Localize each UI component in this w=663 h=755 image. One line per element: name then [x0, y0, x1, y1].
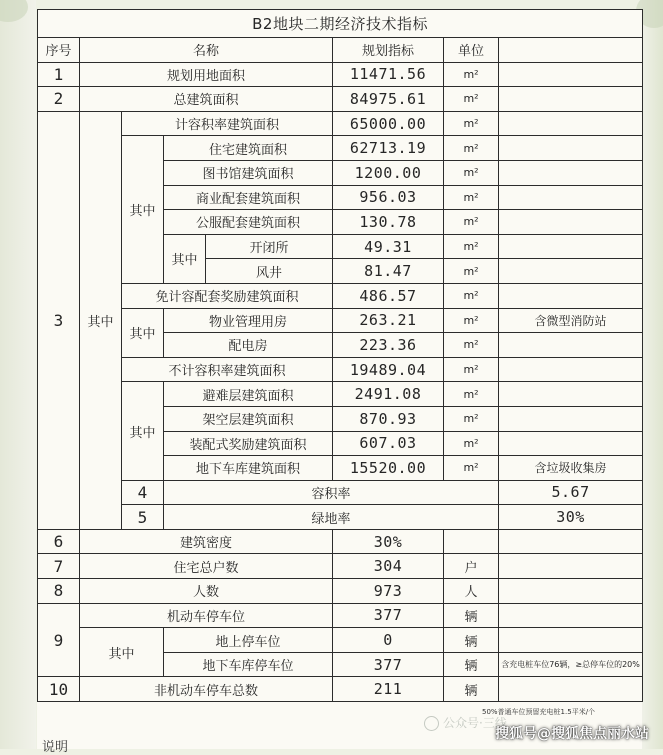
row-note	[499, 210, 643, 235]
row-note	[499, 283, 643, 308]
row-seq: 9	[38, 603, 80, 677]
explanation-heading: 说明	[42, 740, 69, 755]
row-name: 机动车停车位	[80, 603, 333, 628]
parking-footnote: 50%普通车位预留充电桩1.5平米/个	[482, 708, 596, 716]
row-qizhong: 其中	[122, 382, 164, 480]
table-row	[38, 382, 643, 407]
row-value: 223.36	[333, 333, 444, 358]
faint-watermark-text: 公众号·三线	[443, 716, 507, 730]
row-name: 开闭所	[206, 234, 333, 259]
row-seq: 3	[38, 111, 80, 529]
row-name: 计容积率建筑面积	[122, 111, 333, 136]
row-note	[499, 406, 643, 431]
table-row	[38, 111, 643, 136]
row-value: 304	[333, 554, 444, 579]
row-note	[499, 554, 643, 579]
row-name: 架空层建筑面积	[164, 406, 333, 431]
row-value: 81.47	[333, 259, 444, 284]
row-note	[499, 234, 643, 259]
table-row	[38, 62, 643, 87]
table-row	[38, 505, 643, 530]
row-note	[499, 382, 643, 407]
row-value: 19489.04	[333, 357, 444, 382]
row-value: 49.31	[333, 234, 444, 259]
row-value: 377	[333, 652, 444, 677]
row-value: 62713.19	[333, 136, 444, 161]
row-note	[499, 431, 643, 456]
row-note	[499, 628, 643, 653]
row-value: 956.03	[333, 185, 444, 210]
table-row	[38, 480, 643, 505]
row-name: 建筑密度	[80, 529, 333, 554]
row-value: 84975.61	[333, 87, 444, 112]
row-unit: m²	[444, 406, 499, 431]
row-unit: 辆	[444, 652, 499, 677]
table-row	[38, 677, 643, 702]
row-value: 1200.00	[333, 160, 444, 185]
row-unit: m²	[444, 160, 499, 185]
row-seq: 8	[38, 579, 80, 604]
row-value: 30%	[333, 529, 444, 554]
row-value: 973	[333, 579, 444, 604]
row-note: 含垃圾收集房	[499, 456, 643, 481]
row-name: 图书馆建筑面积	[164, 160, 333, 185]
row-value: 11471.56	[333, 62, 444, 87]
row-unit: 户	[444, 554, 499, 579]
row-note	[499, 259, 643, 284]
row-note	[499, 111, 643, 136]
row-note	[499, 603, 643, 628]
table-row	[38, 357, 643, 382]
row-name: 非机动车停车总数	[80, 677, 333, 702]
header-unit: 单位	[444, 38, 499, 63]
row-qizhong: 其中	[122, 136, 164, 284]
row-unit: m²	[444, 87, 499, 112]
row-name: 避难层建筑面积	[164, 382, 333, 407]
sohu-watermark: 搜狐号@搜狐焦点丽水站	[495, 726, 649, 742]
row-unit: m²	[444, 283, 499, 308]
row-value: 5.67	[499, 480, 643, 505]
header-seq: 序号	[38, 38, 80, 63]
row-name: 绿地率	[164, 505, 499, 530]
table-row	[38, 603, 643, 628]
row-note	[499, 185, 643, 210]
row-value: 0	[333, 628, 444, 653]
table-row	[38, 136, 643, 161]
header-name: 名称	[80, 38, 333, 63]
row-unit	[444, 529, 499, 554]
row-note	[499, 87, 643, 112]
row-value: 15520.00	[333, 456, 444, 481]
row-unit: m²	[444, 456, 499, 481]
table-title: B2地块二期经济技术指标	[38, 10, 643, 38]
row-note	[499, 62, 643, 87]
row-name: 地下车库建筑面积	[164, 456, 333, 481]
row-value: 486.57	[333, 283, 444, 308]
row-name: 物业管理用房	[164, 308, 333, 333]
row-value: 870.93	[333, 406, 444, 431]
row-unit: m²	[444, 333, 499, 358]
row-seq: 4	[122, 480, 164, 505]
table-row	[38, 529, 643, 554]
table-row	[38, 554, 643, 579]
row-seq: 1	[38, 62, 80, 87]
table-row	[38, 308, 643, 333]
row-value: 607.03	[333, 431, 444, 456]
row-value: 211	[333, 677, 444, 702]
row-name: 住宅建筑面积	[164, 136, 333, 161]
row-seq: 7	[38, 554, 80, 579]
row-note	[499, 579, 643, 604]
row-name: 总建筑面积	[80, 87, 333, 112]
row-unit: m²	[444, 259, 499, 284]
row-value: 263.21	[333, 308, 444, 333]
row-qizhong: 其中	[164, 234, 206, 283]
header-note	[499, 38, 643, 63]
background-left	[0, 0, 36, 749]
row-unit: m²	[444, 308, 499, 333]
row-name: 规划用地面积	[80, 62, 333, 87]
background-right	[640, 0, 663, 749]
row-name: 不计容积率建筑面积	[122, 357, 333, 382]
row-unit: m²	[444, 382, 499, 407]
row-name: 配电房	[164, 333, 333, 358]
row-name: 商业配套建筑面积	[164, 185, 333, 210]
row-name: 地下车库停车位	[164, 652, 333, 677]
row-unit: 辆	[444, 677, 499, 702]
table-row	[38, 87, 643, 112]
row-note	[499, 357, 643, 382]
row-unit: 辆	[444, 628, 499, 653]
row-unit: m²	[444, 210, 499, 235]
row-unit: m²	[444, 185, 499, 210]
row-unit: m²	[444, 111, 499, 136]
row-qizhong: 其中	[80, 628, 164, 677]
row-note	[499, 529, 643, 554]
wechat-icon	[424, 716, 439, 731]
row-value: 377	[333, 603, 444, 628]
row-qizhong: 其中	[122, 308, 164, 357]
economic-indicators-table	[37, 9, 643, 702]
row-seq: 10	[38, 677, 80, 702]
row-note	[499, 136, 643, 161]
row-value: 2491.08	[333, 382, 444, 407]
row-value: 130.78	[333, 210, 444, 235]
row-unit: m²	[444, 431, 499, 456]
row-note	[499, 160, 643, 185]
row-name: 装配式奖励建筑面积	[164, 431, 333, 456]
row-note: 含微型消防站	[499, 308, 643, 333]
row-unit: m²	[444, 62, 499, 87]
row-note	[499, 677, 643, 702]
table-row	[38, 579, 643, 604]
header-value: 规划指标	[333, 38, 444, 63]
row-note	[499, 333, 643, 358]
row-name: 公服配套建筑面积	[164, 210, 333, 235]
table-row	[38, 628, 643, 653]
row-seq: 6	[38, 529, 80, 554]
row-seq: 2	[38, 87, 80, 112]
row-note: 含充电桩车位76辆，≥总停车位的20%	[499, 652, 643, 677]
row-name: 风井	[206, 259, 333, 284]
row-value: 30%	[499, 505, 643, 530]
row-value: 65000.00	[333, 111, 444, 136]
row-name: 地上停车位	[164, 628, 333, 653]
row-name: 免计容配套奖励建筑面积	[122, 283, 333, 308]
row-unit: m²	[444, 234, 499, 259]
table-row	[38, 283, 643, 308]
row-name: 人数	[80, 579, 333, 604]
row-name: 住宅总户数	[80, 554, 333, 579]
row-unit: 人	[444, 579, 499, 604]
row-unit: m²	[444, 136, 499, 161]
row-seq: 5	[122, 505, 164, 530]
row-name: 容积率	[164, 480, 499, 505]
row-qizhong: 其中	[80, 111, 122, 529]
row-unit: m²	[444, 357, 499, 382]
row-unit: 辆	[444, 603, 499, 628]
